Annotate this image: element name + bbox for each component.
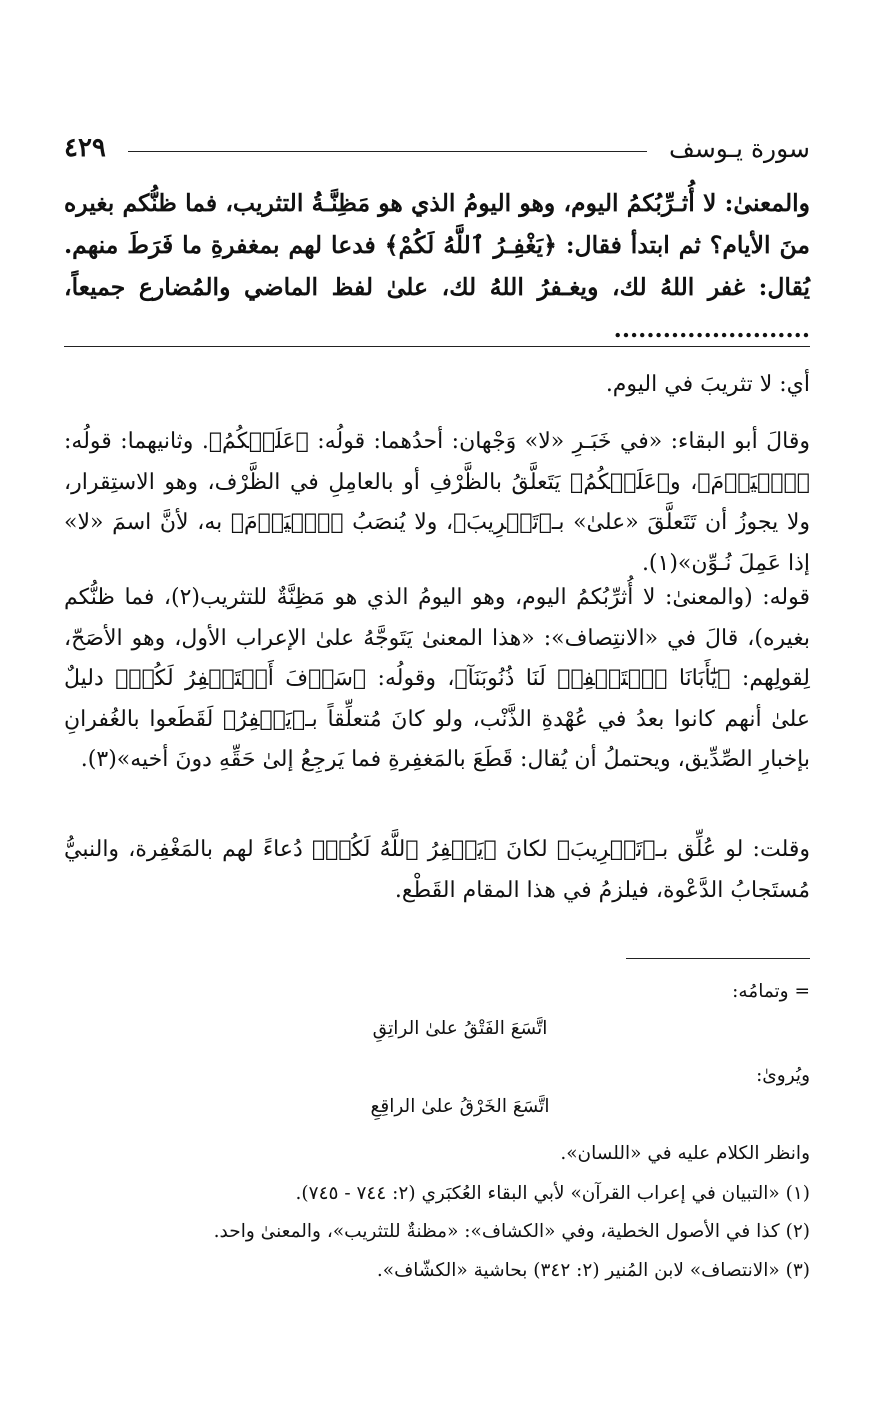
footnote-divider	[626, 958, 810, 959]
variant-label: ويُروىٰ:	[756, 1065, 810, 1086]
paragraph-1: أي: لا تثريبَ في اليوم.	[605, 372, 810, 397]
section-divider	[64, 346, 810, 347]
footnote-2: (٢) كذا في الأصول الخطية، وفي «الكشاف»: «مظنةٌ للتثريب»، والمعنىٰ واحد.	[213, 1221, 810, 1242]
quoted-commentary: والمعنىٰ: لا أُثـرِّبُكمُ اليوم، وهو اليومُ الذي هو مَظِنَّـةُ التثريب، فما ظنُّكم بغيره منَ الأيام؟ ثم ابتدأ فقال: ﴿يَغْفِـرُ ٱللَّهُ لَكُمْ﴾ فدعا لهم بمغفرةِ ما فَرَطَ منهم. يُقال: غفر اللهُ لك، ويغـفرُ اللهُ لك، علىٰ لفظ الماضي والمُضارع جميعاً، ........................	[64, 189, 810, 343]
paragraph-2: وقالَ أبو البقاء: «في خَبَـرِ «لا» وَجْهان: أحدُهما: قولُه: ﴿عَلَيۡكُمُ﴾. وثانيهما: قولُه: ﴿ٱلۡيَوۡمَ﴾، و﴿عَلَيۡكُمُ﴾ يَتَعلَّقُ بالظَّرْفِ أو بالعامِلِ في الظَّرْف، وهو الاستِقرار، ولا يجوزُ أن تَتَعلَّقَ «علىٰ» بـ﴿تَثۡرِيبَ﴾، ولا يُنصَبُ ﴿ٱلۡيَوۡمَ﴾ به، لأنَّ اسمَ «لا» إذا عَمِلَ نُـوِّن»(١).	[64, 429, 810, 576]
footnote-1: (١) «التبيان في إعراب القرآن» لأبي البقاء العُكبَري (٢: ٧٤٤ - ٧٤٥).	[295, 1183, 810, 1204]
page-number: ٤٢٩	[64, 133, 106, 163]
footnote-see-also: وانظر الكلام عليه في «اللسان».	[560, 1143, 810, 1164]
footnote-3: (٣) «الانتصاف» لابن المُنير (٢: ٣٤٢) بحاشية «الكشّاف».	[376, 1260, 810, 1281]
surah-title: سورة يـوسف	[668, 133, 810, 163]
poetry-verse-2: اتَّسَعَ الخَرْقُ علىٰ الراقِعِ	[370, 1096, 550, 1117]
page-header	[64, 128, 810, 168]
footnote-continuation-label: = وتمامُه:	[732, 981, 810, 1002]
paragraph-3: قوله: (والمعنىٰ: لا أُثرِّبُكمُ اليوم، وهو اليومُ الذي هو مَظِنَّةٌ للتثريب(٢)، فما ظنُّكم بغيره)، قالَ في «الانتِصاف»: «هذا المعنىٰ يَتَوجَّهُ علىٰ الإعراب الأول، وهو الأصَحّ، لِقولِهم: ﴿يَٰٓأَبَانَا ٱسۡتَغۡفِرۡ لَنَا ذُنُوبَنَآ﴾، وقولُه: ﴿سَوۡفَ أَسۡتَغۡفِرُ لَكُمۡ﴾ دليلٌ علىٰ أنهم كانوا بعدُ في عُهْدةِ الذَّنْب، ولو كانَ مُتعلِّقاً بـ﴿يَغۡفِرُ﴾ لَقَطَعوا بالغُفرانِ بإخبارِ الصِّدِّيق، ويحتملُ أن يُقال: قَطَعَ بالمَغفِرةِ فما يَرجِعُ إلىٰ حَقِّهِ دونَ أخيه»(٣).	[64, 585, 810, 772]
poetry-verse-1: اتَّسَعَ الفَتْقُ علىٰ الراتِقِ	[372, 1018, 548, 1039]
paragraph-4: وقلت: لو عُلِّق بـ﴿تَثۡرِيبَ﴾ لكانَ ﴿يَغۡفِرُ ٱللَّهُ لَكُمۡ﴾ دُعاءً لهم بالمَغْفِرة، والنبيُّ مُستَجابُ الدَّعْوة، فيلزمُ في هذا المقام القَطْع.	[64, 837, 810, 903]
header-rule	[128, 151, 647, 152]
